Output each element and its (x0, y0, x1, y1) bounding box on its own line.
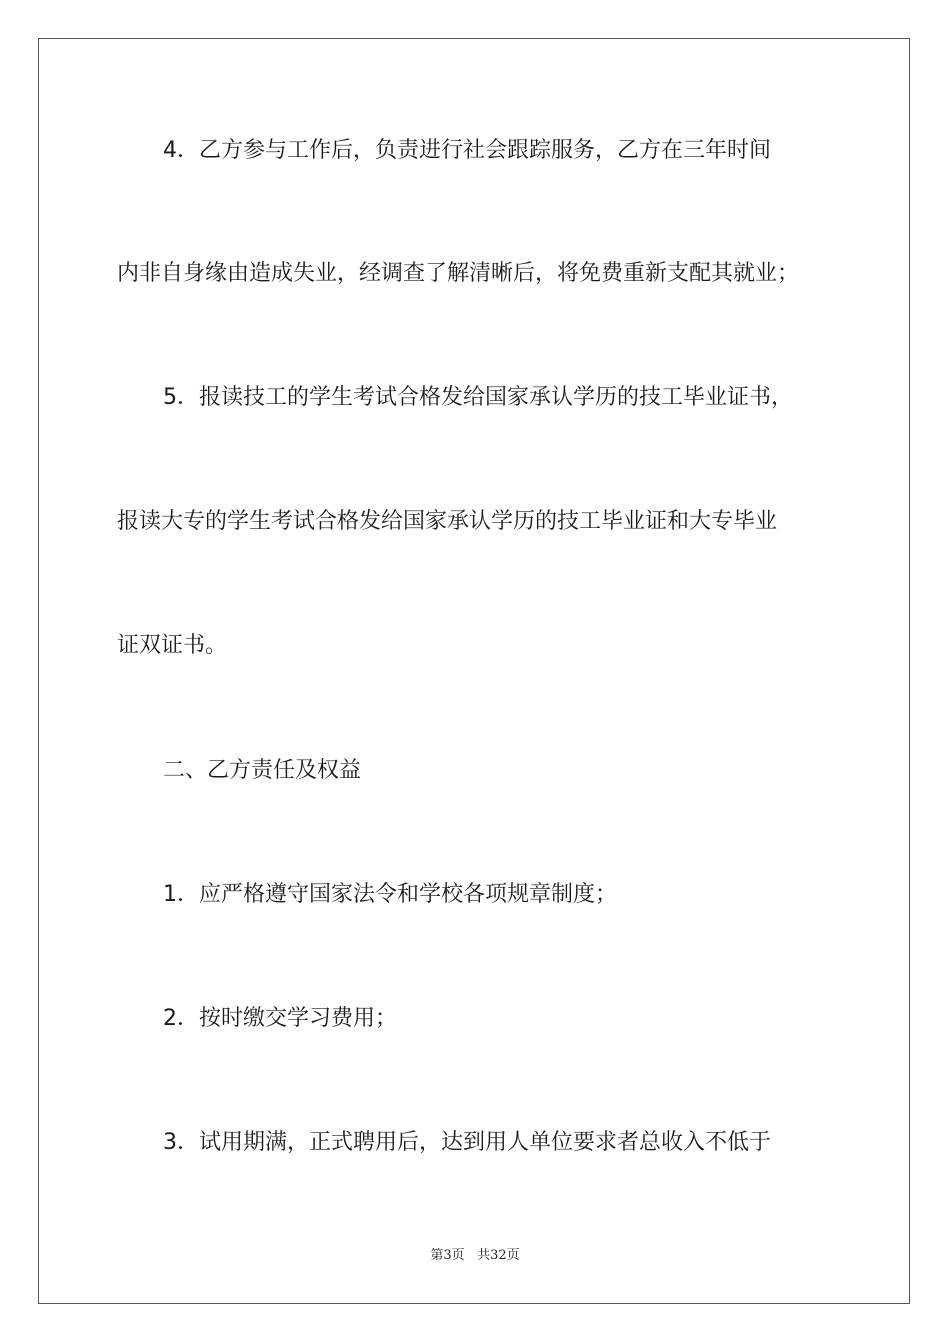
paragraph-5-line-2: 报读大专的学生考试合格发给国家承认学历的技工毕业证和大专毕业 (117, 509, 778, 534)
section-heading: 二、乙方责任及权益 (163, 758, 362, 783)
item-2: 2．按时缴交学习费用； (163, 1006, 397, 1031)
item-1: 1．应严格遵守国家法令和学校各项规章制度； (163, 882, 617, 907)
page-footer (0, 1247, 950, 1265)
paragraph-4-line-2: 内非自身缘由造成失业，经调查了解清晰后，将免费重新支配其就业； (117, 261, 800, 286)
paragraph-4-line-1: 4．乙方参与工作后，负责进行社会跟踪服务，乙方在三年时间 (163, 138, 771, 163)
page-total: 共32页 (477, 1248, 520, 1263)
page-border (38, 38, 910, 1304)
paragraph-5-line-3: 证双证书。 (117, 633, 228, 658)
page-number: 第3页 (430, 1248, 465, 1263)
item-3: 3．试用期满，正式聘用后，达到用人单位要求者总收入不低于 (163, 1130, 771, 1155)
paragraph-5-line-1: 5．报读技工的学生考试合格发给国家承认学历的技工毕业证书， (163, 385, 793, 410)
